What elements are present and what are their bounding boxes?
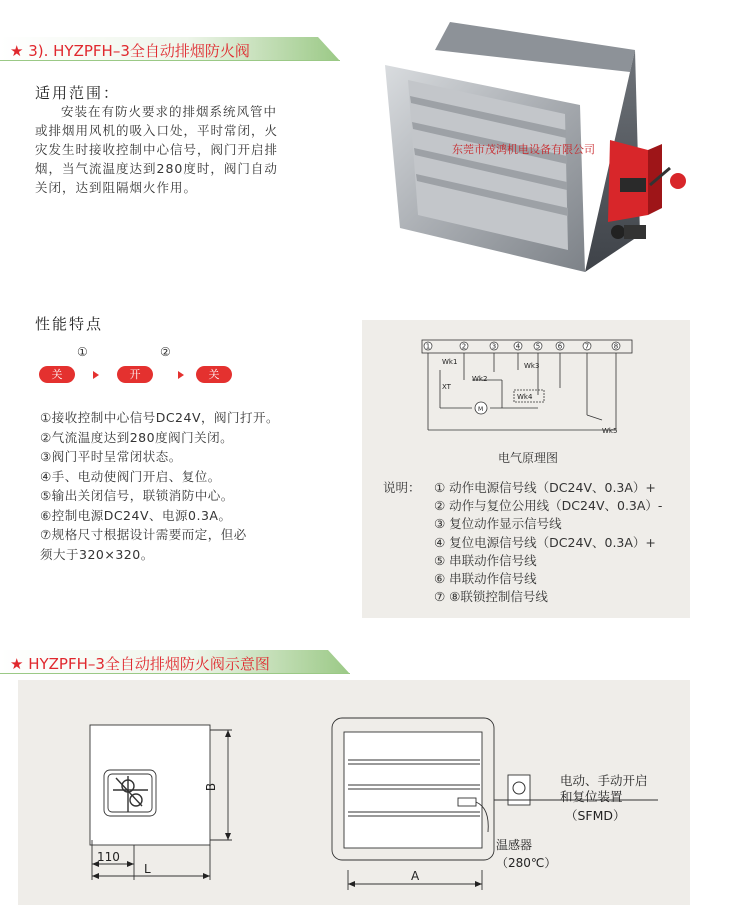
device-label-line-2: 和复位装置 (560, 789, 623, 804)
motor-label: M (478, 406, 484, 413)
feature-item: 须大于320×320。 (40, 546, 154, 562)
scope-heading: 适用范围： (35, 84, 121, 102)
switch-label: Wk2 (472, 375, 488, 383)
feature-item: ⑤输出关闭信号，联锁消防中心。 (40, 488, 234, 503)
dimension-l-label: L (144, 862, 151, 876)
flow-arrow-icon (178, 371, 184, 379)
feature-item: ②气流温度达到280度阀门关闭。 (40, 429, 234, 445)
feature-item: ⑥控制电源DC24V、电源0.3A。 (40, 507, 232, 523)
scope-paragraph (35, 102, 365, 197)
section-title-2: ★ HYZPFH–3全自动排烟防火阀示意图 (10, 655, 270, 673)
terminal-label: 7 (584, 342, 590, 351)
flow-step-1-label: ① (77, 345, 88, 359)
section-title-1: ★ 3). HYZPFH–3全自动排烟防火阀 (10, 42, 250, 60)
switch-label: Wk3 (524, 362, 540, 370)
sensor-label: 温感器 (496, 838, 533, 852)
device-label-line-1: 电动、手动开启 (560, 773, 648, 788)
features-heading: 性能特点 (35, 315, 104, 333)
photo-watermark: 东莞市茂鸿机电设备有限公司 (452, 143, 595, 156)
legend-item: ② 动作与复位公用线（DC24V、0.3A）- (434, 498, 663, 514)
flow-step-2-label: ② (160, 345, 171, 359)
feature-item: ⑦规格尺寸根据设计需要而定，但必 (40, 527, 247, 542)
dimension-b-label: B (204, 782, 219, 792)
flow-state-open: 开 (117, 366, 153, 383)
sensor-temp-label: （280℃） (496, 856, 557, 870)
damper-illustration (380, 10, 710, 290)
scope-line: 关闭，达到阻隔烟火作用。 (35, 180, 198, 195)
flow-state-closed-2: 关 (196, 366, 232, 383)
legend-label: 说明： (383, 480, 421, 495)
terminal-label: 2 (461, 342, 467, 351)
legend-item: ① 动作电源信号线（DC24V、0.3A）+ (434, 480, 656, 495)
terminal-label: 8 (613, 342, 619, 351)
legend-item: ⑤ 串联动作信号线 (434, 552, 537, 568)
circuit-diagram (362, 320, 690, 450)
terminal-label: 3 (491, 342, 497, 351)
legend-item: ⑦ ⑧联锁控制信号线 (434, 589, 548, 605)
features-list (40, 408, 279, 564)
legend-item: ④ 复位电源信号线（DC24V、0.3A）+ (434, 534, 656, 550)
terminal-label: 1 (425, 342, 431, 351)
terminal-label: 6 (557, 342, 563, 351)
flow-arrow-icon (93, 371, 99, 379)
feature-item: ④手、电动使阀门开启、复位。 (40, 468, 221, 484)
scope-line: 安装在有防火要求的排烟系统风管中 (61, 104, 278, 119)
section-banner-1 (0, 37, 340, 61)
switch-label: Wk4 (517, 393, 533, 401)
flow-state-closed: 关 (39, 366, 75, 383)
dimension-a-label: A (411, 869, 420, 883)
feature-item: ①接收控制中心信号DC24V，阀门打开。 (40, 410, 280, 425)
switch-label: XT (442, 383, 451, 391)
switch-label: Wk5 (602, 427, 618, 435)
section-banner-2 (0, 650, 350, 674)
feature-item: ③阀门平时呈常闭状态。 (40, 449, 182, 464)
device-label-line-3: （SFMD） (565, 808, 626, 823)
legend-item: ③ 复位动作显示信号线 (434, 516, 562, 532)
circuit-caption: 电气原理图 (498, 451, 559, 465)
legend-list (434, 479, 662, 606)
dimension-110-label: 110 (97, 850, 120, 864)
scope-line: 或排烟用风机的吸入口处，平时常闭，火 (35, 123, 279, 138)
product-photo (380, 10, 710, 290)
terminal-label: 4 (515, 342, 521, 351)
scope-line: 灾发生时接收控制中心信号，阀门开启排 (35, 142, 279, 157)
terminal-label: 5 (535, 342, 541, 351)
handle-knob-icon (670, 173, 686, 189)
scope-line: 烟，当气流温度达到280度时，阀门自动 (35, 161, 278, 176)
legend-item: ⑥ 串联动作信号线 (434, 571, 537, 587)
switch-label: Wk1 (442, 358, 458, 366)
